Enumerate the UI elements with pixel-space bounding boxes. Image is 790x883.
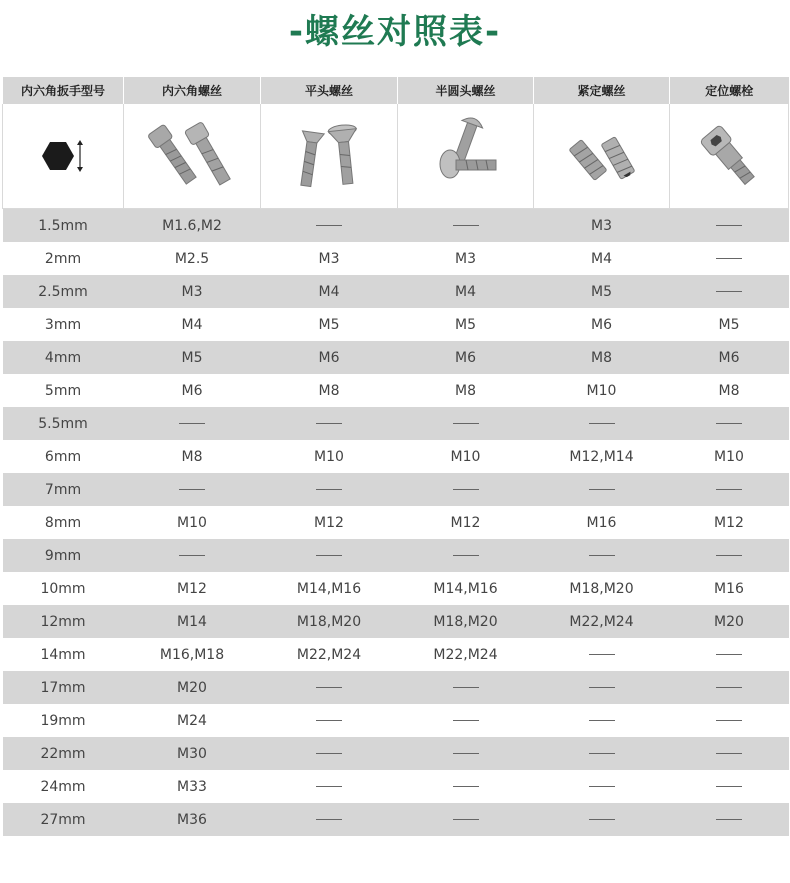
empty-dash: [453, 819, 479, 820]
empty-dash: [316, 489, 342, 490]
shoulder-bolt-cell: [670, 803, 789, 836]
header-row: [3, 77, 789, 104]
empty-dash: [316, 687, 342, 688]
set-screw-cell: [534, 473, 670, 506]
set-screw-cell: M6: [534, 308, 670, 341]
empty-dash: [589, 720, 615, 721]
flat-head-cell: [261, 209, 398, 243]
button-head-cell: [398, 671, 534, 704]
shoulder-bolt-cell: [670, 737, 789, 770]
socket-head-cell: M33: [124, 770, 261, 803]
flat-head-cell: M14,M16: [261, 572, 398, 605]
wrench-size-cell: 7mm: [3, 473, 124, 506]
empty-dash: [179, 423, 205, 424]
empty-dash: [453, 687, 479, 688]
button-head-screw-icon: [416, 116, 516, 196]
socket-head-cell: M2.5: [124, 242, 261, 275]
table-row: [3, 638, 789, 671]
wrench-size-cell: 17mm: [3, 671, 124, 704]
set-screw-cell: M8: [534, 341, 670, 374]
shoulder-bolt-cell: M12: [670, 506, 789, 539]
button-head-screw-cell: [398, 104, 534, 209]
table-row: [3, 539, 789, 572]
wrench-size-cell: 12mm: [3, 605, 124, 638]
shoulder-bolt-cell: [670, 638, 789, 671]
empty-dash: [716, 555, 742, 556]
button-head-cell: M3: [398, 242, 534, 275]
socket-head-cell: M4: [124, 308, 261, 341]
button-head-cell: M6: [398, 341, 534, 374]
set-screw-cell: M5: [534, 275, 670, 308]
set-screw-cell: M16: [534, 506, 670, 539]
empty-dash: [716, 720, 742, 721]
set-screw-icon: [552, 116, 652, 196]
empty-dash: [316, 819, 342, 820]
empty-dash: [316, 786, 342, 787]
empty-dash: [453, 225, 479, 226]
button-head-cell: M5: [398, 308, 534, 341]
shoulder-bolt-cell: [670, 539, 789, 572]
empty-dash: [316, 753, 342, 754]
empty-dash: [453, 786, 479, 787]
set-screw-cell: [534, 671, 670, 704]
header-set-screw: 紧定螺丝: [534, 77, 670, 104]
set-screw-cell: M4: [534, 242, 670, 275]
table-row: [3, 605, 789, 638]
header-hex-key: 内六角扳手型号: [3, 77, 124, 104]
empty-dash: [589, 819, 615, 820]
hex-key-cell: [3, 104, 124, 209]
set-screw-cell: M3: [534, 209, 670, 243]
empty-dash: [716, 654, 742, 655]
shoulder-bolt-cell: [670, 671, 789, 704]
empty-dash: [179, 555, 205, 556]
flat-head-screw-cell: [261, 104, 398, 209]
set-screw-cell: [534, 704, 670, 737]
empty-dash: [453, 753, 479, 754]
socket-head-cell: M8: [124, 440, 261, 473]
flat-head-cell: M3: [261, 242, 398, 275]
empty-dash: [716, 225, 742, 226]
table-row: [3, 737, 789, 770]
header-flat-head: 平头螺丝: [261, 77, 398, 104]
set-screw-cell: M22,M24: [534, 605, 670, 638]
set-screw-cell: [534, 539, 670, 572]
wrench-size-cell: 10mm: [3, 572, 124, 605]
empty-dash: [716, 753, 742, 754]
set-screw-cell: [534, 638, 670, 671]
header-socket-head: 内六角螺丝: [124, 77, 261, 104]
page-title: -螺丝对照表-: [288, 12, 502, 52]
button-head-cell: M18,M20: [398, 605, 534, 638]
set-screw-cell: [534, 407, 670, 440]
wrench-size-cell: 5mm: [3, 374, 124, 407]
set-screw-cell: [534, 803, 670, 836]
socket-head-cell: M14: [124, 605, 261, 638]
empty-dash: [316, 720, 342, 721]
flat-head-cell: [261, 803, 398, 836]
flat-head-cell: M5: [261, 308, 398, 341]
table-row: [3, 473, 789, 506]
flat-head-cell: M18,M20: [261, 605, 398, 638]
button-head-cell: [398, 803, 534, 836]
socket-head-cell: M1.6,M2: [124, 209, 261, 243]
empty-dash: [716, 489, 742, 490]
header-shoulder-bolt: 定位螺栓: [670, 77, 789, 104]
image-row: [3, 104, 789, 209]
shoulder-bolt-cell: M10: [670, 440, 789, 473]
socket-head-cell: M36: [124, 803, 261, 836]
wrench-size-cell: 9mm: [3, 539, 124, 572]
flat-head-cell: [261, 473, 398, 506]
button-head-cell: M8: [398, 374, 534, 407]
flat-head-cell: M4: [261, 275, 398, 308]
shoulder-bolt-cell: M8: [670, 374, 789, 407]
empty-dash: [453, 423, 479, 424]
button-head-cell: M10: [398, 440, 534, 473]
shoulder-bolt-cell: [670, 275, 789, 308]
wrench-size-cell: 27mm: [3, 803, 124, 836]
shoulder-bolt-cell: M6: [670, 341, 789, 374]
flat-head-cell: [261, 407, 398, 440]
shoulder-bolt-cell: [670, 704, 789, 737]
flat-head-cell: [261, 737, 398, 770]
wrench-size-cell: 22mm: [3, 737, 124, 770]
table-row: [3, 671, 789, 704]
shoulder-bolt-cell: [670, 473, 789, 506]
button-head-cell: [398, 209, 534, 243]
socket-head-cell: M12: [124, 572, 261, 605]
socket-head-cell: M24: [124, 704, 261, 737]
table-row: [3, 803, 789, 836]
flat-head-screw-icon: [279, 116, 379, 196]
table-row: [3, 341, 789, 374]
socket-head-cell: M16,M18: [124, 638, 261, 671]
empty-dash: [453, 555, 479, 556]
hex-key-icon: [28, 131, 98, 181]
socket-head-cell: [124, 539, 261, 572]
table-row: [3, 572, 789, 605]
button-head-cell: [398, 770, 534, 803]
empty-dash: [716, 258, 742, 259]
socket-head-cell: M20: [124, 671, 261, 704]
empty-dash: [316, 555, 342, 556]
wrench-size-cell: 14mm: [3, 638, 124, 671]
button-head-cell: [398, 737, 534, 770]
flat-head-cell: [261, 704, 398, 737]
flat-head-cell: [261, 671, 398, 704]
wrench-size-cell: 3mm: [3, 308, 124, 341]
empty-dash: [316, 423, 342, 424]
shoulder-bolt-cell: [670, 209, 789, 243]
empty-dash: [716, 819, 742, 820]
table-row: [3, 770, 789, 803]
wrench-size-cell: 5.5mm: [3, 407, 124, 440]
empty-dash: [716, 291, 742, 292]
socket-head-cell: M6: [124, 374, 261, 407]
wrench-size-cell: 24mm: [3, 770, 124, 803]
wrench-size-cell: 4mm: [3, 341, 124, 374]
empty-dash: [716, 687, 742, 688]
set-screw-cell: [534, 770, 670, 803]
set-screw-cell: M10: [534, 374, 670, 407]
button-head-cell: [398, 473, 534, 506]
table-row: [3, 242, 789, 275]
shoulder-bolt-cell: M5: [670, 308, 789, 341]
flat-head-cell: M6: [261, 341, 398, 374]
empty-dash: [589, 489, 615, 490]
shoulder-bolt-cell: [670, 242, 789, 275]
table-row: [3, 506, 789, 539]
button-head-cell: M4: [398, 275, 534, 308]
empty-dash: [316, 225, 342, 226]
wrench-size-cell: 19mm: [3, 704, 124, 737]
wrench-size-cell: 8mm: [3, 506, 124, 539]
flat-head-cell: [261, 539, 398, 572]
set-screw-cell: M18,M20: [534, 572, 670, 605]
empty-dash: [589, 687, 615, 688]
flat-head-cell: [261, 770, 398, 803]
table-row: [3, 704, 789, 737]
flat-head-cell: M22,M24: [261, 638, 398, 671]
table-row: [3, 440, 789, 473]
socket-head-cell: M3: [124, 275, 261, 308]
table-row: [3, 374, 789, 407]
wrench-size-cell: 6mm: [3, 440, 124, 473]
button-head-cell: M12: [398, 506, 534, 539]
set-screw-cell: [534, 104, 670, 209]
table-row: [3, 275, 789, 308]
shoulder-bolt-cell: M20: [670, 605, 789, 638]
empty-dash: [589, 654, 615, 655]
table-row: [3, 209, 789, 243]
empty-dash: [179, 489, 205, 490]
shoulder-bolt-cell: [670, 770, 789, 803]
empty-dash: [589, 423, 615, 424]
empty-dash: [716, 423, 742, 424]
empty-dash: [453, 489, 479, 490]
screw-chart-table: [2, 77, 789, 836]
button-head-cell: M14,M16: [398, 572, 534, 605]
empty-dash: [589, 753, 615, 754]
header-button-head: 半圆头螺丝: [398, 77, 534, 104]
empty-dash: [453, 720, 479, 721]
button-head-cell: [398, 704, 534, 737]
socket-head-screw-icon: [142, 116, 242, 196]
socket-head-screw-cell: [124, 104, 261, 209]
flat-head-cell: M8: [261, 374, 398, 407]
flat-head-cell: M10: [261, 440, 398, 473]
button-head-cell: [398, 539, 534, 572]
shoulder-bolt-cell: [670, 407, 789, 440]
shoulder-bolt-cell: [670, 104, 789, 209]
wrench-size-cell: 2.5mm: [3, 275, 124, 308]
socket-head-cell: M5: [124, 341, 261, 374]
wrench-size-cell: 1.5mm: [3, 209, 124, 243]
set-screw-cell: M12,M14: [534, 440, 670, 473]
socket-head-cell: [124, 407, 261, 440]
table-row: [3, 308, 789, 341]
table-row: [3, 407, 789, 440]
empty-dash: [589, 555, 615, 556]
button-head-cell: [398, 407, 534, 440]
set-screw-cell: [534, 737, 670, 770]
flat-head-cell: M12: [261, 506, 398, 539]
empty-dash: [716, 786, 742, 787]
wrench-size-cell: 2mm: [3, 242, 124, 275]
socket-head-cell: [124, 473, 261, 506]
socket-head-cell: M10: [124, 506, 261, 539]
empty-dash: [589, 786, 615, 787]
socket-head-cell: M30: [124, 737, 261, 770]
shoulder-bolt-cell: M16: [670, 572, 789, 605]
shoulder-bolt-icon: [684, 116, 774, 196]
button-head-cell: M22,M24: [398, 638, 534, 671]
